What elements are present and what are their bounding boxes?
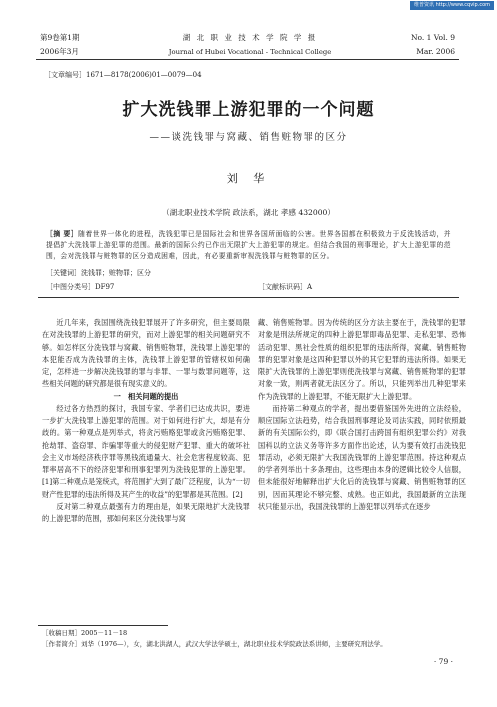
footnote-rule [38,625,168,626]
article-title: 扩大洗钱罪上游犯罪的一个问题 [122,100,375,120]
author-name: 刘 华 [226,172,271,185]
body-paragraph: 而持第二种观点的学者，提出要借鉴国外先进的立法经验，顺应国际立法趋势，结合我国刑事理论及司法实践，同时依照最新的有关国际公约，即《联合国打击跨国有组织犯罪公约》对我国科以的立法义务等许多方面作出论述，认为要有效打击洗钱犯罪活动，必须无限扩大我国洗钱罪的上游犯罪范围。持这种观点的学者列举出十多条理由，这些理由本身的逻辑比较令人信服，但未能很好地解释出扩大化后的洗钱罪与窝藏、销售赃物罪的区别，因而其理论不够完整、成熟。也正如此，我国最新的立法现状只能显示出，我国洗钱罪的上游犯罪以列举式在逐步 [258,403,466,511]
classification-number: ［中图分类号］DF97 [46,283,115,291]
journal-title-en: Journal of Hubei Vocational - Technical College [168,48,332,56]
document-code: ［文献标识码］A [258,283,313,291]
keywords: ［关键词］洗钱罪；赃物罪；区分 [46,269,151,277]
abstract-text: 随着世界一体化的进程，洗钱犯罪已是国际社会和世界各国所面临的公害。世界各国都在积极致力于反洗钱活动，并提倡扩大洗钱罪上游犯罪的范围。最新的国际公约已作出无限扩大上游犯罪的规定。但结合我国的刑事理论，扩大上游犯罪的范围，会对洗钱罪与赃物罪的区分造成困难，因此，有必要重新审视洗钱罪与赃物罪的区分。 [46,230,451,260]
abstract-label: ［摘 要］ [46,230,79,238]
section-heading: 一 相关问题的提出 [113,391,179,401]
journal-date-cn: 2006年3月 [40,47,79,56]
body-column-left [42,317,250,525]
header-rule [36,59,459,60]
body-paragraph: 近几年来，我国围绕洗钱犯罪展开了许多研究，但主要局限在对洗钱罪的上游犯罪的研究，而对上游犯罪的相关问题研究不够。如怎样区分洗钱罪与窝藏、销售赃物罪，洗钱罪上游犯罪的本犯能否成为洗钱罪的主体，洗钱罪上游犯罪的管辖权如何确定，怎样进一步解决洗钱罪的罪与非罪、一罪与数罪问题等，这些相关问题的研究都是很有现实意义的。 [42,318,250,389]
body-column-right [258,317,466,513]
journal-date-en: Mar. 2006 [416,47,455,56]
article-subtitle: ——谈洗钱罪与窝藏、销售赃物罪的区分 [149,132,348,143]
abstract [46,229,451,262]
body-paragraph: 反对第二种观点最强有力的理由是，如果无限地扩大洗钱罪的上游犯罪的范围，那如何来区分洗钱罪与窝 [42,501,250,523]
journal-issue-en: No. 1 Vol. 9 [410,33,455,42]
site-ribbon: 维普资讯 http://www.cqvip.com [410,1,494,10]
body-paragraph: 经过各方热烈的探讨，我国专家、学者们已达成共识，要进一步扩大洗钱罪上游犯罪的范围。对于如何进行扩大，却是有分歧的。第一种观点是列举式，将贪污贿赂犯罪或贪污贿赂犯罪、抢劫罪、盗窃罪、诈骗罪等重大的侵犯财产犯罪、重大的破坏社会主义市场经济秩序罪等黑钱流通量大、社会危害程度较高、犯罪率居高不下的经济犯罪和刑事犯罪列为洗钱犯罪的上游犯罪。[1]第二种观点是笼统式，将范围扩大到了最广泛程度，认为“一切财产性犯罪的违法所得及其产生的收益”的犯罪都是其范围。[2] [42,403,250,499]
journal-issue-cn: 第9卷第1期 [40,33,80,42]
footnote-author-bio: ［作者简介］刘华（1976—），女，湖北洪湖人，武汉大学法学硕士，湖北职业技术学院政法系讲师，主要研究刑法学。 [42,640,387,648]
footnote-received: ［收稿日期］2005－11－18 [42,629,128,637]
author-affiliation: （湖北职业技术学院 政法系，湖北 孝感 432000） [162,208,335,217]
journal-title-cn: 湖 北 职 业 技 术 学 院 学 报 [182,33,318,42]
article-id: ［文章编号］1671—8178(2006)01—0079—04 [44,71,202,79]
body-paragraph: 藏、销售赃物罪。因为传统的区分方法主要在于，洗钱罪的犯罪对象是刑法所规定的四种上游犯罪即毒品犯罪、走私犯罪、恐怖活动犯罪、黑社会性质的组织犯罪的违法所得，窝藏、销售赃物罪的犯罪对象是这四种犯罪以外的其它犯罪的违法所得。如果无限扩大洗钱罪的上游犯罪则使洗钱罪与窝藏、销售赃物罪的犯罪对象一致，则两者就无法区分了。所以，只能列举出几种犯罪来作为洗钱罪的上游犯罪，不能无限扩大上游犯罪。 [258,318,466,401]
abstract-rule [38,297,459,298]
page-number: · 79 · [433,657,453,666]
